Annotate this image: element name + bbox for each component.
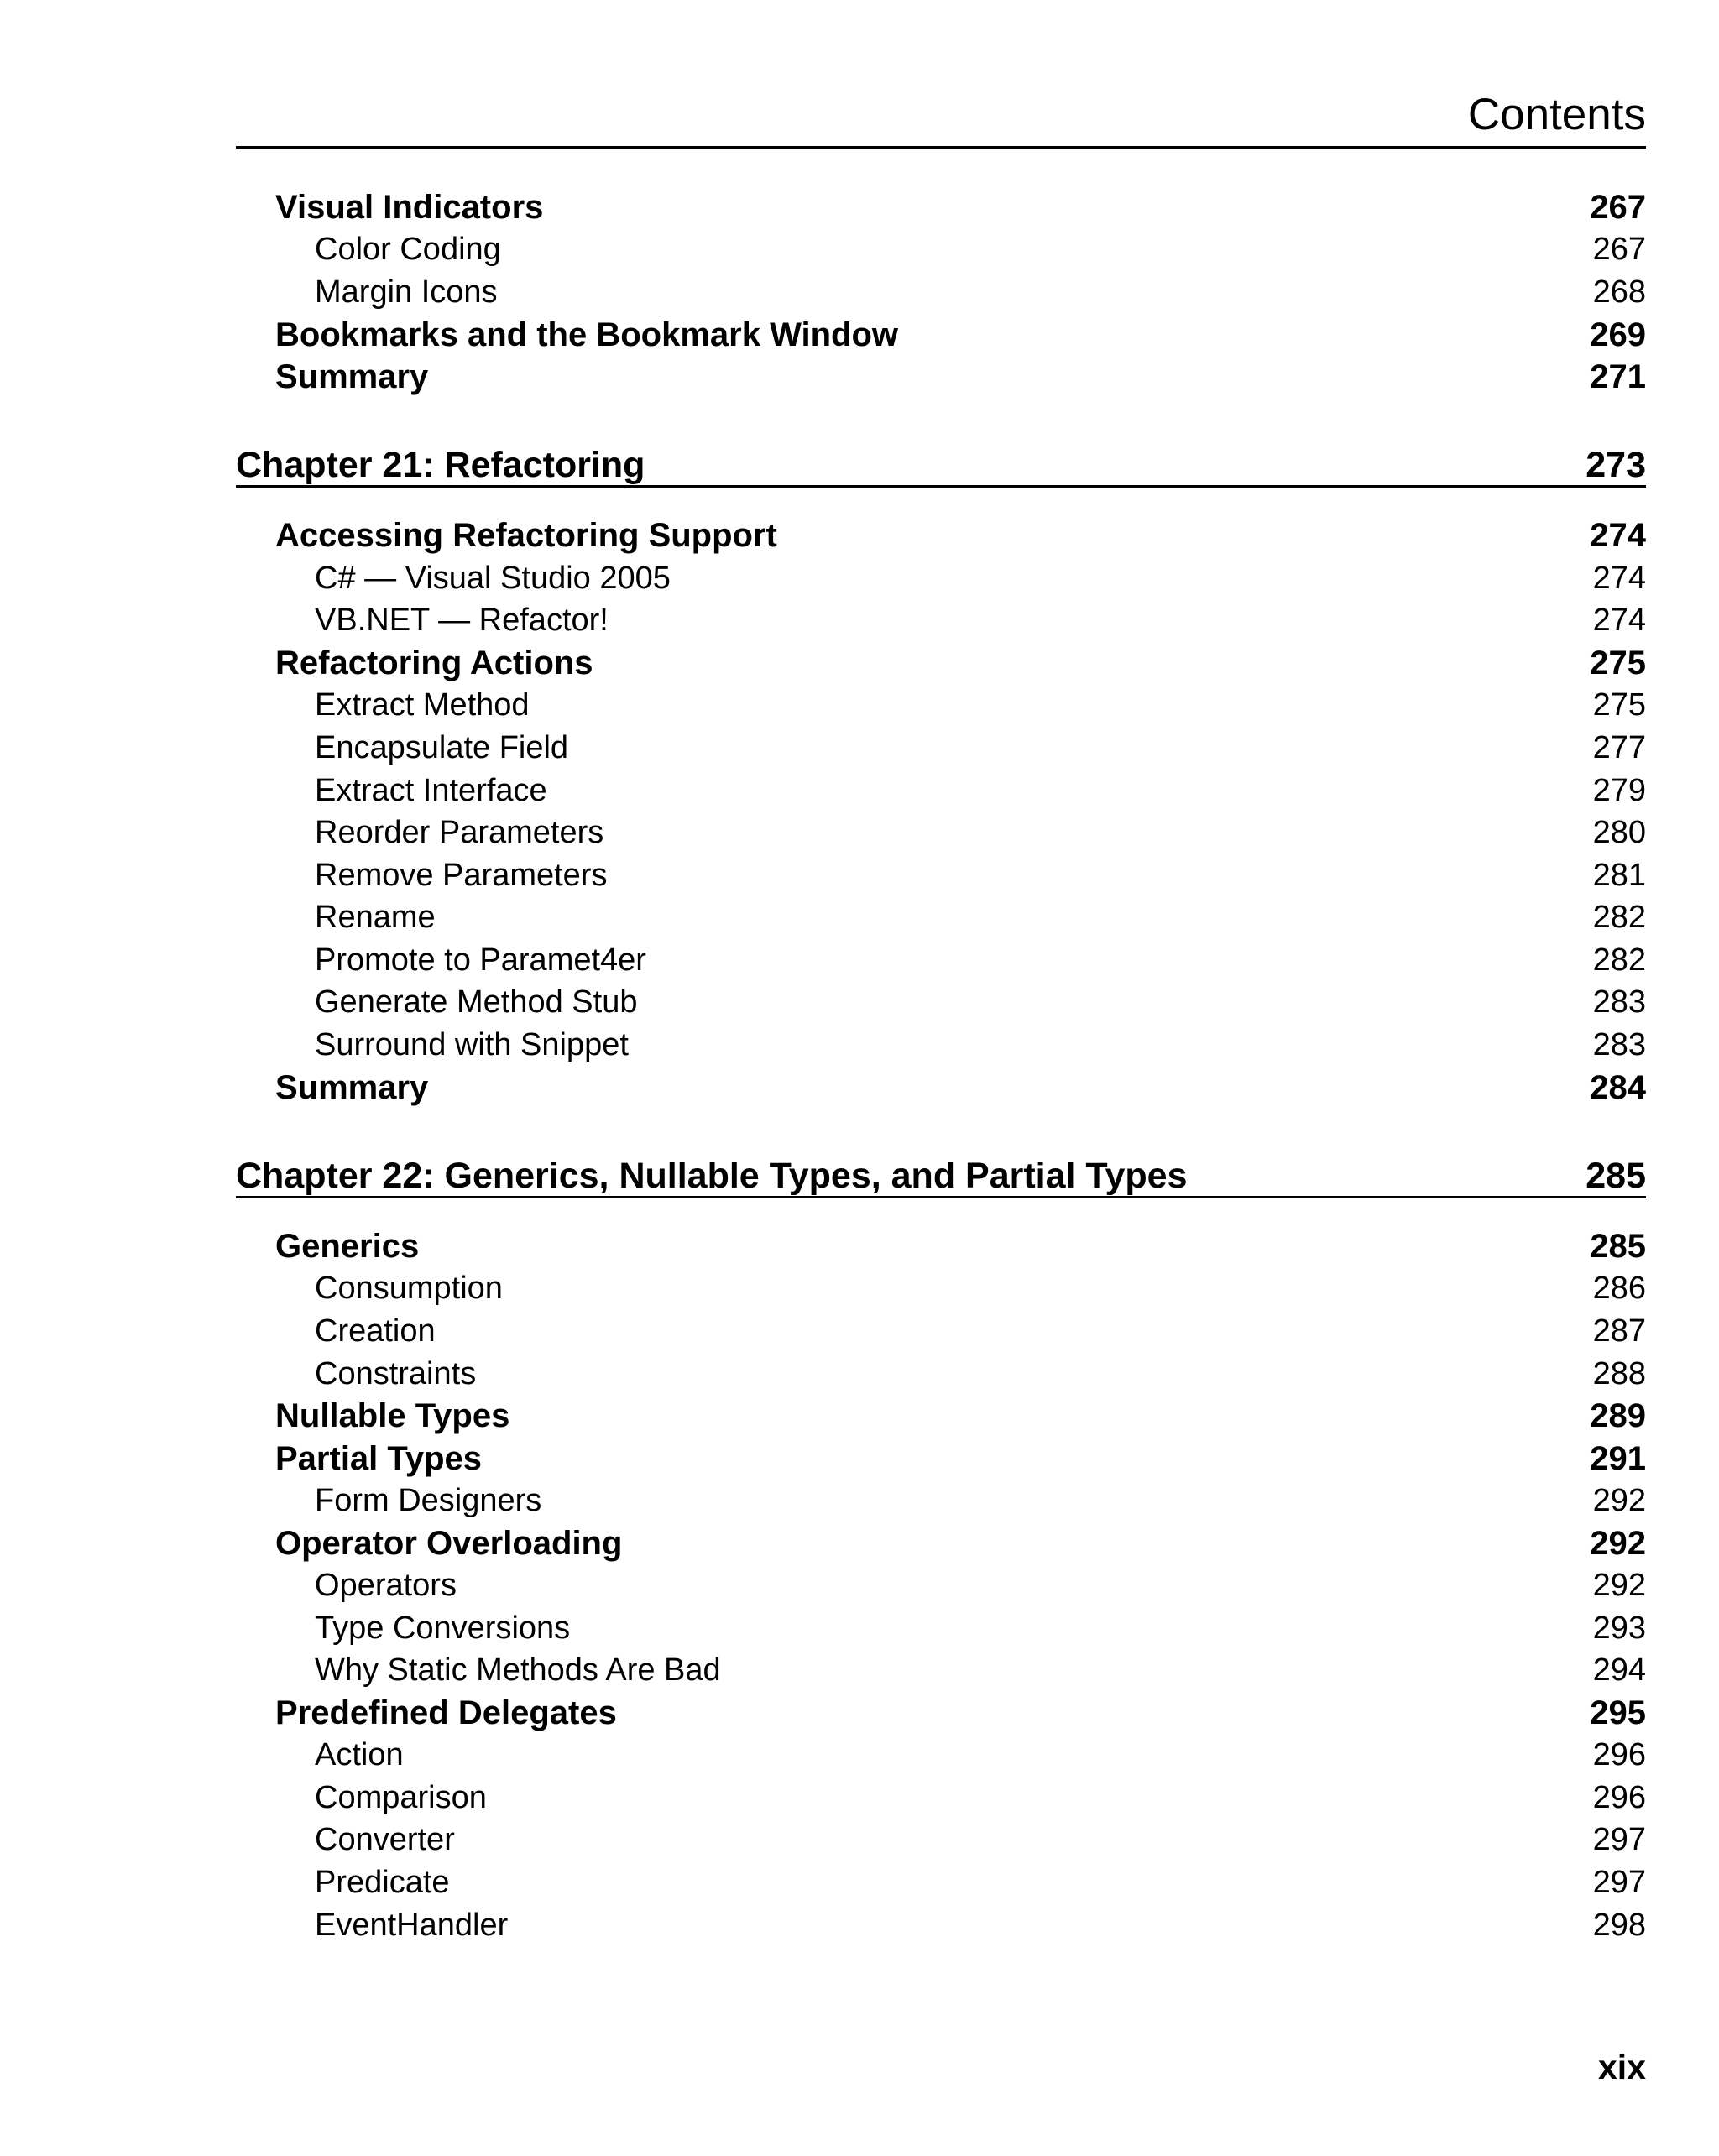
entry-page-number: 281 (1592, 857, 1646, 893)
entry-title: Refactoring Actions (275, 644, 593, 681)
entry-title: Chapter 22: Generics, Nullable Types, and Partial Types (236, 1156, 1188, 1197)
entry-page-number: 292 (1592, 1568, 1646, 1603)
entry-title: Operators (315, 1568, 457, 1603)
entry-title: VB.NET — Refactor! (315, 603, 609, 639)
subsection-entry (236, 684, 1646, 727)
entry-title: Rename (315, 900, 436, 936)
entry-title: Extract Method (315, 687, 530, 723)
table-of-contents (236, 186, 1646, 1946)
subsection-entry (236, 228, 1646, 271)
entry-page-number: 288 (1592, 1355, 1646, 1391)
entry-page-number: 296 (1592, 1779, 1646, 1815)
entry-page-number: 285 (1586, 1156, 1646, 1197)
entry-title: Bookmarks and the Bookmark Window (275, 316, 898, 353)
entry-page-number: 295 (1590, 1694, 1646, 1731)
entry-title: Nullable Types (275, 1397, 510, 1435)
entry-page-number: 269 (1590, 316, 1646, 353)
entry-title: Visual Indicators (275, 189, 544, 226)
entry-title: Summary (275, 358, 429, 395)
entry-page-number: 291 (1590, 1439, 1646, 1477)
subsection-entry (236, 812, 1646, 854)
subsection-entry (236, 854, 1646, 897)
section-entry (236, 642, 1646, 684)
entry-title: Consumption (315, 1271, 503, 1307)
entry-title: Operator Overloading (275, 1524, 623, 1562)
section-entry (236, 1438, 1646, 1480)
entry-page-number: 271 (1590, 358, 1646, 395)
entry-title: Type Conversions (315, 1610, 571, 1646)
entry-page-number: 292 (1590, 1524, 1646, 1562)
subsection-entry (236, 1564, 1646, 1607)
entry-title: Form Designers (315, 1483, 542, 1519)
entry-title: Extract Interface (315, 772, 547, 808)
entry-title: Constraints (315, 1355, 477, 1391)
entry-title: Generics (275, 1228, 420, 1266)
subsection-entry (236, 557, 1646, 600)
entry-page-number: 285 (1590, 1228, 1646, 1266)
section-entry (236, 1692, 1646, 1734)
entry-page-number: 293 (1592, 1610, 1646, 1646)
entry-page-number: 277 (1592, 729, 1646, 765)
entry-page-number: 292 (1592, 1483, 1646, 1519)
subsection-entry (236, 1267, 1646, 1310)
entry-title: Why Static Methods Are Bad (315, 1652, 721, 1689)
page-number: xix (1598, 2048, 1646, 2086)
entry-title: Margin Icons (315, 274, 498, 310)
subsection-entry (236, 896, 1646, 939)
entry-title: EventHandler (315, 1907, 509, 1943)
entry-page-number: 297 (1592, 1822, 1646, 1858)
entry-title: Promote to Paramet4er (315, 942, 646, 978)
entry-title: Predicate (315, 1864, 450, 1900)
subsection-entry (236, 939, 1646, 982)
subsection-entry (236, 1649, 1646, 1692)
entry-page-number: 274 (1592, 560, 1646, 596)
entry-title: C# — Visual Studio 2005 (315, 560, 671, 596)
subsection-entry (236, 981, 1646, 1024)
entry-page-number: 284 (1590, 1068, 1646, 1106)
subsection-entry (236, 1904, 1646, 1947)
entry-page-number: 280 (1592, 815, 1646, 851)
chapter-heading (236, 441, 1646, 488)
entry-title: Partial Types (275, 1439, 483, 1477)
entry-page-number: 282 (1592, 942, 1646, 978)
entry-title: Converter (315, 1822, 455, 1858)
chapter-heading (236, 1152, 1646, 1198)
entry-page-number: 279 (1592, 772, 1646, 808)
entry-page-number: 294 (1592, 1652, 1646, 1689)
section-entry (236, 356, 1646, 398)
entry-title: Encapsulate Field (315, 729, 569, 765)
entry-page-number: 282 (1592, 900, 1646, 936)
section-entry (236, 1225, 1646, 1267)
subsection-entry (236, 1310, 1646, 1353)
entry-title: Action (315, 1737, 404, 1773)
subsection-entry (236, 1024, 1646, 1067)
subsection-entry (236, 1861, 1646, 1904)
entry-title: Color Coding (315, 232, 501, 268)
entry-page-number: 287 (1592, 1313, 1646, 1349)
section-entry (236, 1395, 1646, 1437)
entry-page-number: 283 (1592, 984, 1646, 1021)
entry-page-number: 283 (1592, 1027, 1646, 1063)
entry-title: Accessing Refactoring Support (275, 517, 777, 555)
subsection-entry (236, 1353, 1646, 1396)
section-entry (236, 514, 1646, 556)
subsection-entry (236, 1607, 1646, 1650)
entry-title: Creation (315, 1313, 436, 1349)
entry-title: Surround with Snippet (315, 1027, 629, 1063)
running-head-title: Contents (1467, 90, 1646, 139)
page-header (236, 81, 1646, 149)
subsection-entry (236, 1777, 1646, 1819)
entry-title: Generate Method Stub (315, 984, 638, 1021)
entry-page-number: 267 (1590, 189, 1646, 226)
entry-page-number: 286 (1592, 1271, 1646, 1307)
entry-page-number: 296 (1592, 1737, 1646, 1773)
subsection-entry (236, 1734, 1646, 1777)
entry-page-number: 267 (1592, 232, 1646, 268)
subsection-entry (236, 1819, 1646, 1861)
entry-title: Remove Parameters (315, 857, 608, 893)
entry-title: Reorder Parameters (315, 815, 604, 851)
entry-page-number: 289 (1590, 1397, 1646, 1435)
entry-page-number: 275 (1592, 687, 1646, 723)
section-entry (236, 314, 1646, 356)
section-entry (236, 1067, 1646, 1109)
entry-page-number: 275 (1590, 644, 1646, 681)
entry-page-number: 298 (1592, 1907, 1646, 1943)
subsection-entry (236, 1480, 1646, 1522)
section-entry (236, 1522, 1646, 1564)
entry-page-number: 297 (1592, 1864, 1646, 1900)
subsection-entry (236, 271, 1646, 314)
subsection-entry (236, 770, 1646, 812)
entry-title: Predefined Delegates (275, 1694, 617, 1731)
entry-page-number: 274 (1590, 517, 1646, 555)
section-entry (236, 186, 1646, 228)
entry-title: Summary (275, 1068, 429, 1106)
entry-page-number: 273 (1586, 445, 1646, 486)
entry-title: Comparison (315, 1779, 487, 1815)
entry-page-number: 268 (1592, 274, 1646, 310)
subsection-entry (236, 727, 1646, 770)
subsection-entry (236, 599, 1646, 642)
entry-page-number: 274 (1592, 603, 1646, 639)
entry-title: Chapter 21: Refactoring (236, 445, 645, 486)
